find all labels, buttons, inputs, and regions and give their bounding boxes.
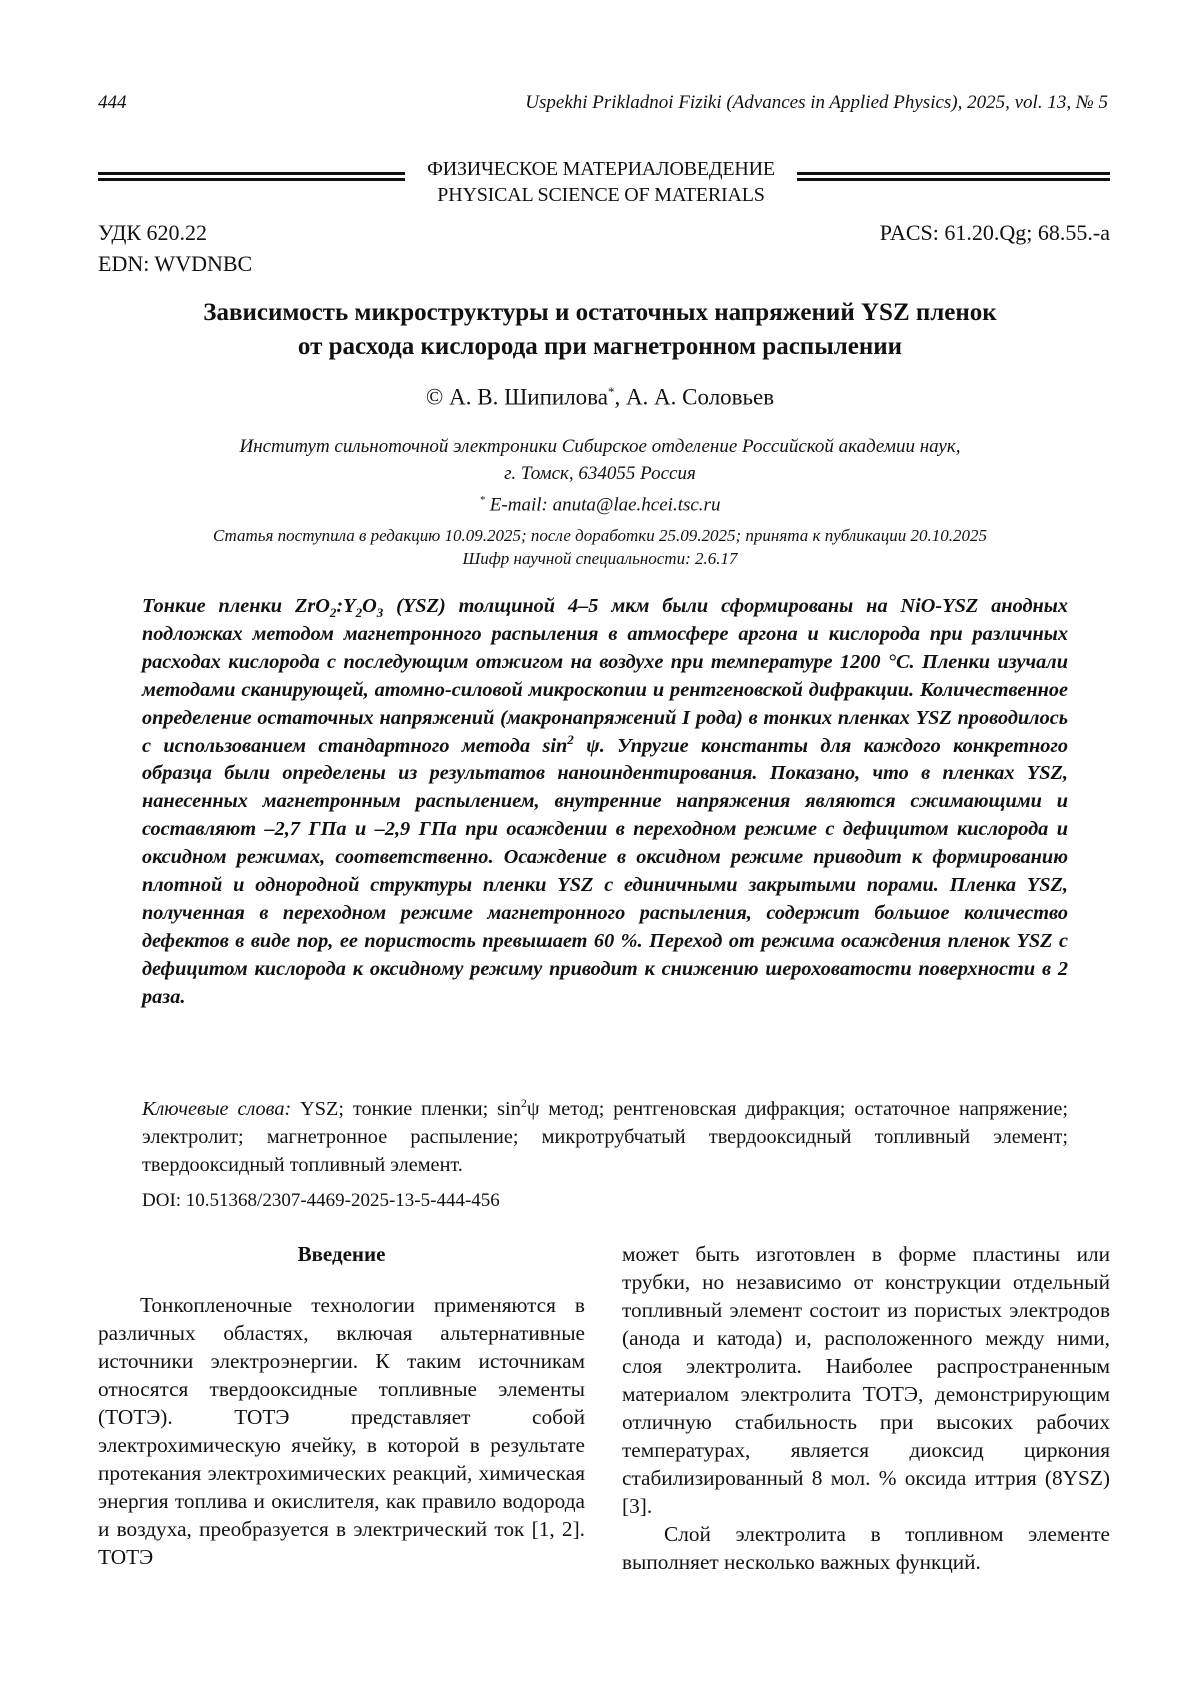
author-rest: , А. А. Соловьев [614,384,775,410]
body-column-right [622,1240,1110,1576]
section-banner [405,156,797,208]
section-rule-right [797,172,1110,182]
title-line-1: Зависимость микроструктуры и остаточных напряжений YSZ пленок [203,299,997,326]
subscript: 3 [376,605,384,621]
pacs-code: PACS: 61.20.Qg; 68.55.-a [879,220,1110,245]
body-column-left [98,1240,585,1571]
author-email [120,487,1080,518]
affiliation-city: г. Томск, 634055 Россия [504,463,696,484]
abstract-text: :Y [336,595,356,617]
email-mark: * [479,494,486,506]
abstract-text: (YSZ) толщиной 4–5 мкм были сформированы на NiO-YSZ анодных подложках методом магнетронного распыления в атмосфере аргона и кислорода при различных расходах кислорода с последующим отжигом на воздухе при температуре 1200 °С. Пленки изучали методами сканирующей, атомно-силовой микроскопии и рентгеновской дифракции. Количественное определение остаточных напряжений (макронапряжений I рода) в тонких пленках YSZ проводилось с использованием стандартного метода sin [142,595,1068,757]
specialty-code: Шифр научной специальности: 2.6.17 [462,549,738,568]
affiliation-institute: Институт сильноточной электроники Сибирское отделение Российской академии наук, [239,436,961,457]
received-dates: Статья поступила в редакцию 10.09.2025; после доработки 25.09.2025; принята к публикации 20.10.2025 [212,526,988,545]
section-rule-left [98,172,405,182]
udk-code: УДК 620.22 [98,220,208,245]
corresponding-mark: * [607,384,615,399]
abstract-text: Тонкие пленки ZrO [142,595,330,617]
page-number: 444 [98,92,127,113]
edn-code: EDN: WVDNBC [98,251,253,276]
body-paragraph: Слой электролита в топливном элементе выполняет несколько важных функций. [622,1522,1110,1574]
abstract-text: O [362,595,377,617]
abstract [142,593,1068,1012]
title-line-2: от расхода кислорода при магнетронном распылении [297,333,903,360]
journal-reference: Uspekhi Prikladnoi Fiziki (Advances in Applied Physics), 2025, vol. 13, № 5 [525,92,1108,113]
superscript: 2 [520,1096,527,1111]
keywords-text: YSZ; тонкие пленки; sin [291,1098,521,1120]
article-title [120,296,1080,364]
affiliation [120,433,1080,518]
section-title-en: PHYSICAL SCIENCE OF MATERIALS [437,184,765,206]
email-text: E-mail: anuta@lae.hcei.tsc.ru [485,494,721,516]
publication-history [100,524,1100,570]
body-paragraph: может быть изготовлен в форме пластины или трубки, но независимо от конструкции отдельный топливный элемент состоит из пористых электродов (анода и катода) и, расположенного между ними, слоя электролита. Наиболее распространенным материалом электролита ТОТЭ, демонстрирующим отличную стабильность при высоких рабочих температурах, является диоксид циркония стабилизированный 8 мол. % оксида иттрия (8YSZ) [3]. [622,1242,1110,1518]
subscript: 2 [329,605,337,621]
authors [120,384,1080,411]
body-paragraph: Тонкопленочные технологии применяются в различных областях, включая альтернативные источники электроэнергии. К таким источникам относятся твердооксидные топливные элементы (ТОТЭ). ТОТЭ представляет собой электрохимическую ячейку, в которой в результате протекания электрохимических реакций, химическая энергия топлива и окислителя, как правило водорода и воздуха, преобразуется в электрический ток [1, 2]. ТОТЭ [98,1293,585,1569]
keywords [142,1096,1068,1180]
subscript: 2 [355,605,363,621]
superscript: 2 [567,731,574,747]
author-first: © А. В. Шипилова [425,384,608,410]
keywords-label: Ключевые слова: [142,1098,292,1120]
section-title-ru: ФИЗИЧЕСКОЕ МАТЕРИАЛОВЕДЕНИЕ [427,158,775,180]
article-identifiers [98,217,252,279]
abstract-text: ψ. Упругие константы для каждого конкретного образца были определены из результатов наноиндентирования. Показано, что в пленках YSZ, нанесенных магнетронным распылением, внутренние напряжения являются сжимающими и составляют –2,7 ГПа и –2,9 ГПа при осаждении в переходном режиме с дефицитом кислорода и оксидном режимах, соответственно. Осаждение в оксидном режиме приводит к формированию плотной и однородной структуры пленки YSZ с единичными закрытыми порами. Пленка YSZ, полученная в переходном режиме магнетронного распыления, содержит большое количество дефектов в виде пор, ее пористость превышает 60 %. Переход от режима осаждения пленок YSZ с дефицитом кислорода к оксидному режиму приводит к снижению шероховатости поверхности в 2 раза. [142,734,1068,1008]
section-heading-introduction: Введение [297,1242,386,1266]
keywords-text: ψ метод; рентгеновская дифракция; остаточное напряжение; электролит; магнетронное распыление; микротрубчатый твердооксидный топливный элемент; твердооксидный топливный элемент. [142,1098,1068,1176]
doi: DOI: 10.51368/2307-4469-2025-13-5-444-456 [142,1190,500,1211]
